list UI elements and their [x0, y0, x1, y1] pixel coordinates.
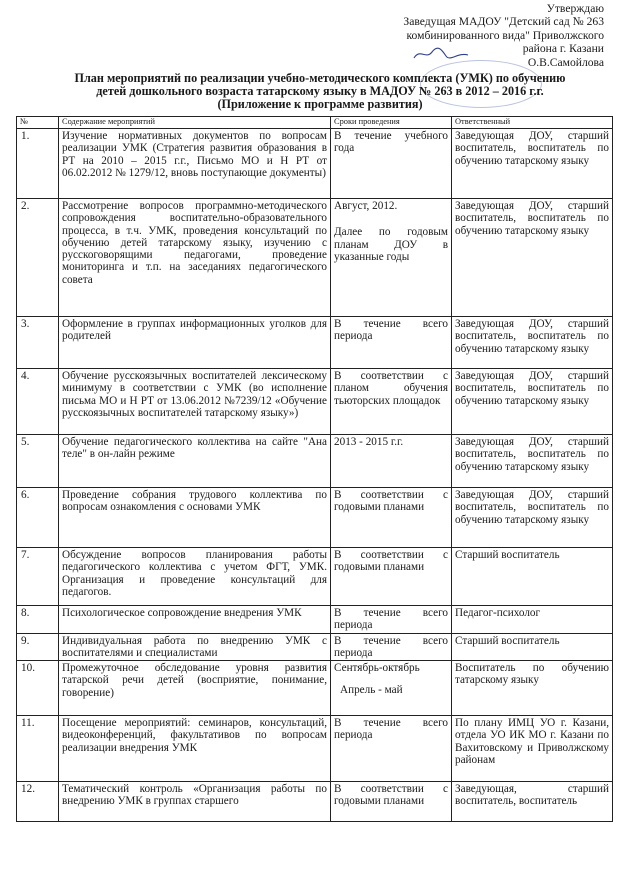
row-content: Изучение нормативных документов по вопросам реализации УМК (Стратегия развития образования в РТ на 2010 – 2015 г.г., Письмо МО и Н РТ от 06.02.2012 № 1279/12, вновь поступающие документы) [59, 129, 331, 199]
row-number: 4. [17, 369, 59, 435]
row-content: Обучение русскоязычных воспитателей лексическому минимуму в соответствии с УМК (во исполнение письма МО и Н РТ от 13.06.2012 №7239/12 «Обучение русскоязычных воспитателей татарскому языку») [59, 369, 331, 435]
row-responsible: Воспитатель по обучению татарскому языку [452, 661, 613, 716]
row-number: 12. [17, 782, 59, 822]
row-term: Август, 2012. [334, 200, 398, 212]
column-header: № [17, 117, 59, 129]
table-row [17, 317, 613, 369]
row-term-cell [331, 199, 452, 317]
row-number: 7. [17, 548, 59, 606]
row-number: 3. [17, 317, 59, 369]
row-responsible: Заведующая ДОУ, старший воспитатель, воспитатель по обучению татарскому языку [452, 435, 613, 488]
row-responsible: Заведующая ДОУ, старший воспитатель, воспитатель по обучению татарскому языку [452, 369, 613, 435]
row-responsible: Заведующая ДОУ, старший воспитатель, воспитатель по обучению татарскому языку [452, 488, 613, 548]
row-content: Психологическое сопровождение внедрения УМК [59, 606, 331, 634]
row-responsible: По плану ИМЦ УО г. Казани, отдела УО ИК МО г. Казани по Вахитовскому и Приволжскому районам [452, 716, 613, 782]
row-term: В соответствии с годовыми планами [331, 488, 452, 548]
table-row [17, 606, 613, 634]
signature-scribble [412, 46, 470, 62]
row-responsible: Педагог-психолог [452, 606, 613, 634]
row-content: Проведение собрания трудового коллектива по вопросам ознакомления с основами УМК [59, 488, 331, 548]
row-content: Рассмотрение вопросов программно-методического сопровождения воспитательно-образовательного процесса, в т.ч. УМК, проведения консультаций по обучению детей татарскому языку, изучению с русскоговорящими педагогами, проведение мониторинга и т.п. на заседаниях педагогического совета [59, 199, 331, 317]
page-title [40, 72, 600, 112]
table-row [17, 716, 613, 782]
table-row [17, 488, 613, 548]
row-number: 11. [17, 716, 59, 782]
row-content: Промежуточное обследование уровня развития татарской речи детей (восприятие, понимание, говорение) [59, 661, 331, 716]
row-content: Посещение мероприятий: семинаров, консультаций, видеоконференций, факультативов по вопросам реализации внедрения УМК [59, 716, 331, 782]
row-responsible: Старший воспитатель [452, 548, 613, 606]
row-term: 2013 - 2015 г.г. [331, 435, 452, 488]
row-term: В течение учебного года [331, 129, 452, 199]
table-header-row [17, 117, 613, 129]
row-number: 6. [17, 488, 59, 548]
row-number: 1. [17, 129, 59, 199]
row-number: 9. [17, 633, 59, 661]
row-term: В течение всего периода [331, 633, 452, 661]
approval-signatory: О.В.Самойлова [527, 55, 604, 69]
table-row [17, 199, 613, 317]
row-responsible: Заведующая ДОУ, старший воспитатель, воспитатель по обучению татарскому языку [452, 199, 613, 317]
row-term-continued: Далее по годовым планам ДОУ в указанные годы [334, 226, 448, 263]
approval-line: района г. Казани [522, 42, 604, 56]
table-row [17, 661, 613, 716]
row-number: 10. [17, 661, 59, 716]
row-term: В течение всего периода [331, 716, 452, 782]
row-term: Сентябрь-октябрь [334, 662, 420, 675]
row-term: В соответствии с годовыми планами [331, 548, 452, 606]
row-responsible: Заведующая, старший воспитатель, воспитатель [452, 782, 613, 822]
table-row [17, 548, 613, 606]
column-header: Сроки проведения [331, 117, 452, 129]
table-row [17, 633, 613, 661]
approval-line: Заведущая МАДОУ "Детский сад № 263 [403, 15, 604, 29]
title-line: детей дошкольного возраста татарскому языку в МАДОУ № 263 в 2012 – 2016 г.г. [96, 84, 544, 99]
row-term: В соответствии с планом обучения тьюторских площадок [331, 369, 452, 435]
column-header: Ответственный [452, 117, 613, 129]
row-term-continued: Апрель - май [340, 684, 403, 697]
row-responsible: Старший воспитатель [452, 633, 613, 661]
row-term: В соответствии с годовыми планами [331, 782, 452, 822]
table-row [17, 129, 613, 199]
row-responsible: Заведующая ДОУ, старший воспитатель, воспитатель по обучению татарскому языку [452, 129, 613, 199]
row-number: 8. [17, 606, 59, 634]
title-line: (Приложение к программе развития) [217, 97, 423, 112]
table-row [17, 369, 613, 435]
row-responsible: Заведующая ДОУ, старший воспитатель, воспитатель по обучению татарскому языку [452, 317, 613, 369]
row-content: Тематический контроль «Организация работы по внедрению УМК в группах старшего [59, 782, 331, 822]
table-row [17, 782, 613, 822]
row-term: В течение всего периода [331, 317, 452, 369]
plan-table [16, 116, 613, 822]
row-content: Обучение педагогического коллектива на сайте "Ана теле" в он-лайн режиме [59, 435, 331, 488]
row-number: 5. [17, 435, 59, 488]
row-content: Обсуждение вопросов планирования работы педагогического коллектива с учетом ФГТ, УМК. Организация и проведение консультаций для педагогов. [59, 548, 331, 606]
row-number: 2. [17, 199, 59, 317]
table-row [17, 435, 613, 488]
approval-line: комбинированного вида" Приволжского [406, 28, 604, 42]
title-line: План мероприятий по реализации учебно-методического комплекта (УМК) по обучению [74, 71, 566, 85]
row-content: Индивидуальная работа по внедрению УМК с воспитателями и специалистами [59, 633, 331, 661]
row-term-cell [331, 661, 452, 716]
row-content: Оформление в группах информационных уголков для родителей [59, 317, 331, 369]
column-header: Содержание мероприятий [59, 117, 331, 129]
approval-line: Утверждаю [546, 2, 604, 15]
row-term: В течение всего периода [331, 606, 452, 634]
